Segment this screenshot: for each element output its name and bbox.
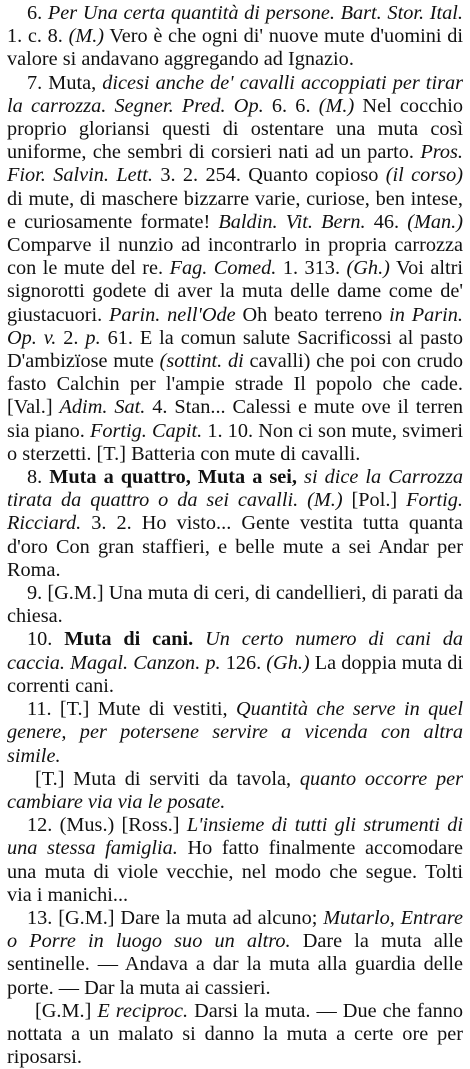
italic-text: Parin. nell'Ode bbox=[109, 303, 236, 326]
body-text: 8. bbox=[27, 466, 50, 489]
body-text: 61. E la comun salute Sacrificossi al pasto D'ambizïose mute bbox=[7, 326, 463, 373]
body-text bbox=[297, 466, 304, 488]
entry-paragraph-p8 bbox=[7, 466, 463, 582]
italic-text: Per Una certa quantità di persone. Bart. Stor. Ital. bbox=[47, 2, 463, 24]
body-text: 4. Stan... Calessi e mute ove il terren sia piano. bbox=[7, 396, 464, 442]
italic-text: (sottint. di bbox=[159, 350, 244, 373]
italic-text: (il corso) bbox=[385, 164, 463, 187]
body-text: Comparve il nunzio ad incontrarlo in propria carrozza con le mute del re. bbox=[7, 234, 463, 280]
italic-text: Pros. Fior. Salvin. Lett. bbox=[7, 141, 463, 187]
body-text: 2. bbox=[56, 326, 86, 349]
entry-paragraph-p7 bbox=[7, 72, 463, 466]
body-text: 9. [G.M.] Una muta di ceri, di candellieri, di parati da chiesa. bbox=[7, 582, 463, 628]
italic-text: E reciproc. bbox=[97, 999, 189, 1022]
italic-text: (Man.) bbox=[407, 210, 463, 233]
body-text: Ho fatto finalmente accomodare una muta di viole vecchie, nel modo che segue. Tolti via i manichi... bbox=[7, 837, 463, 906]
body-text: 1. 10. Non ci son mute, svimeri o sterzetti. [T.] Batteria con mute di cavalli. bbox=[7, 419, 463, 465]
italic-text: Quantità che serve in quel genere, per potersene servire a vicenda con altra simile. bbox=[7, 698, 463, 767]
body-text: 3. 2. 254. Quanto copioso bbox=[152, 164, 386, 187]
entry-paragraph-p11 bbox=[7, 698, 463, 768]
body-text: Oh beato terreno bbox=[235, 303, 390, 326]
italic-text: si dice la Carrozza tirata da quattro o da sei cavalli. (M.) bbox=[7, 466, 464, 512]
body-text: 13. [G.M.] Dare la muta ad alcuno; bbox=[27, 906, 324, 929]
body-text: 12. (Mus.) [Ross.] bbox=[27, 814, 187, 837]
body-text bbox=[193, 628, 205, 650]
body-text: 46. bbox=[365, 210, 408, 233]
entry-paragraph-p11b bbox=[7, 768, 463, 814]
body-text: Nel cocchio proprio gloriansi questi di ostentare una muta così uniforme, che sembri di corsieri nati ad un parto. bbox=[7, 94, 463, 164]
body-text: 6. bbox=[27, 2, 48, 24]
italic-text: p. bbox=[85, 326, 101, 349]
italic-text: Mutarlo, Entrare o Porre in luogo suo un altro. bbox=[7, 906, 463, 953]
italic-text: Un certo numero di cani da caccia. Magal. Canzon. p. bbox=[7, 628, 464, 674]
body-text: Voi altri signorotti godete di aver la muta delle dame come de' giustacuori. bbox=[7, 257, 463, 326]
body-text: [T.] Muta di serviti da tavola, bbox=[35, 767, 300, 790]
body-text: 126. bbox=[220, 651, 267, 674]
body-text: 1. 313. bbox=[276, 257, 347, 280]
italic-text: (Gh.) bbox=[346, 257, 390, 280]
italic-text: Fortig. Ricciard. bbox=[7, 489, 463, 535]
italic-text: Adim. Sat. bbox=[59, 396, 146, 419]
body-text: Darsi la muta. — Due che fanno nottata a un malato si danno la muta a certe ore per riposarsi. bbox=[7, 999, 463, 1069]
body-text: 7. Muta, bbox=[27, 71, 103, 94]
body-text: Vero è che ogni di' nuove mute d'uomini di valore si andavano aggregando ad Ignazio. bbox=[7, 25, 463, 71]
body-text: di mute, di maschere bizzarre varie, curiose, ben intese, e curiosamente formate! bbox=[7, 187, 463, 233]
entry-paragraph-p10 bbox=[7, 628, 463, 698]
entry-paragraph-p13b bbox=[7, 1000, 463, 1069]
italic-text: (Gh.) bbox=[266, 651, 310, 674]
italic-text: quanto occorre per cambiare via via le posate. bbox=[7, 767, 463, 813]
body-text: 6. 6. bbox=[263, 94, 319, 117]
body-text: 1. c. 8. bbox=[7, 25, 69, 48]
body-text: cavalli) che poi con crudo fasto Calchin per l'ampie strade Il popolo che cade. [Val.] bbox=[7, 350, 464, 419]
italic-text: dicesi anche de' cavalli accoppiati per tirar la carrozza. Segner. Pred. Op. bbox=[7, 71, 464, 117]
italic-text: L'insieme di tutti gli strumenti di una stessa famiglia. bbox=[7, 814, 463, 860]
italic-text: in Parin. Op. v. bbox=[7, 303, 463, 349]
bold-phrase: Muta di cani. bbox=[64, 628, 194, 651]
body-text: [Pol.] bbox=[342, 489, 407, 512]
body-text: Dare la muta alle sentinelle. — Andava a dar la muta alla guardia delle porte. — Dar la muta ai cassieri. bbox=[7, 930, 463, 999]
entry-paragraph-p6 bbox=[7, 2, 463, 72]
italic-text: Baldin. Vit. Bern. bbox=[218, 210, 366, 233]
body-text: 11. [T.] Mute di vestiti, bbox=[27, 698, 236, 721]
entry-paragraph-p9 bbox=[7, 582, 463, 628]
body-text: La doppia muta di correnti cani. bbox=[7, 651, 463, 697]
italic-text: (M.) bbox=[68, 25, 105, 48]
body-text: 3. 2. Ho visto... Gente vestita tutta quanta d'oro Con gran staffieri, e belle mute a sei Andar per Roma. bbox=[7, 512, 463, 581]
body-text: 10. bbox=[27, 628, 65, 651]
bold-phrase: Muta a quattro, Muta a sei, bbox=[49, 466, 297, 489]
entry-paragraph-p13 bbox=[7, 907, 463, 1000]
entry-paragraph-p12 bbox=[7, 814, 463, 907]
italic-text: Fag. Comed. bbox=[169, 257, 277, 280]
italic-text: (M.) bbox=[318, 94, 355, 117]
body-text: [G.M.] bbox=[35, 999, 98, 1022]
italic-text: Fortig. Capit. bbox=[89, 419, 203, 442]
